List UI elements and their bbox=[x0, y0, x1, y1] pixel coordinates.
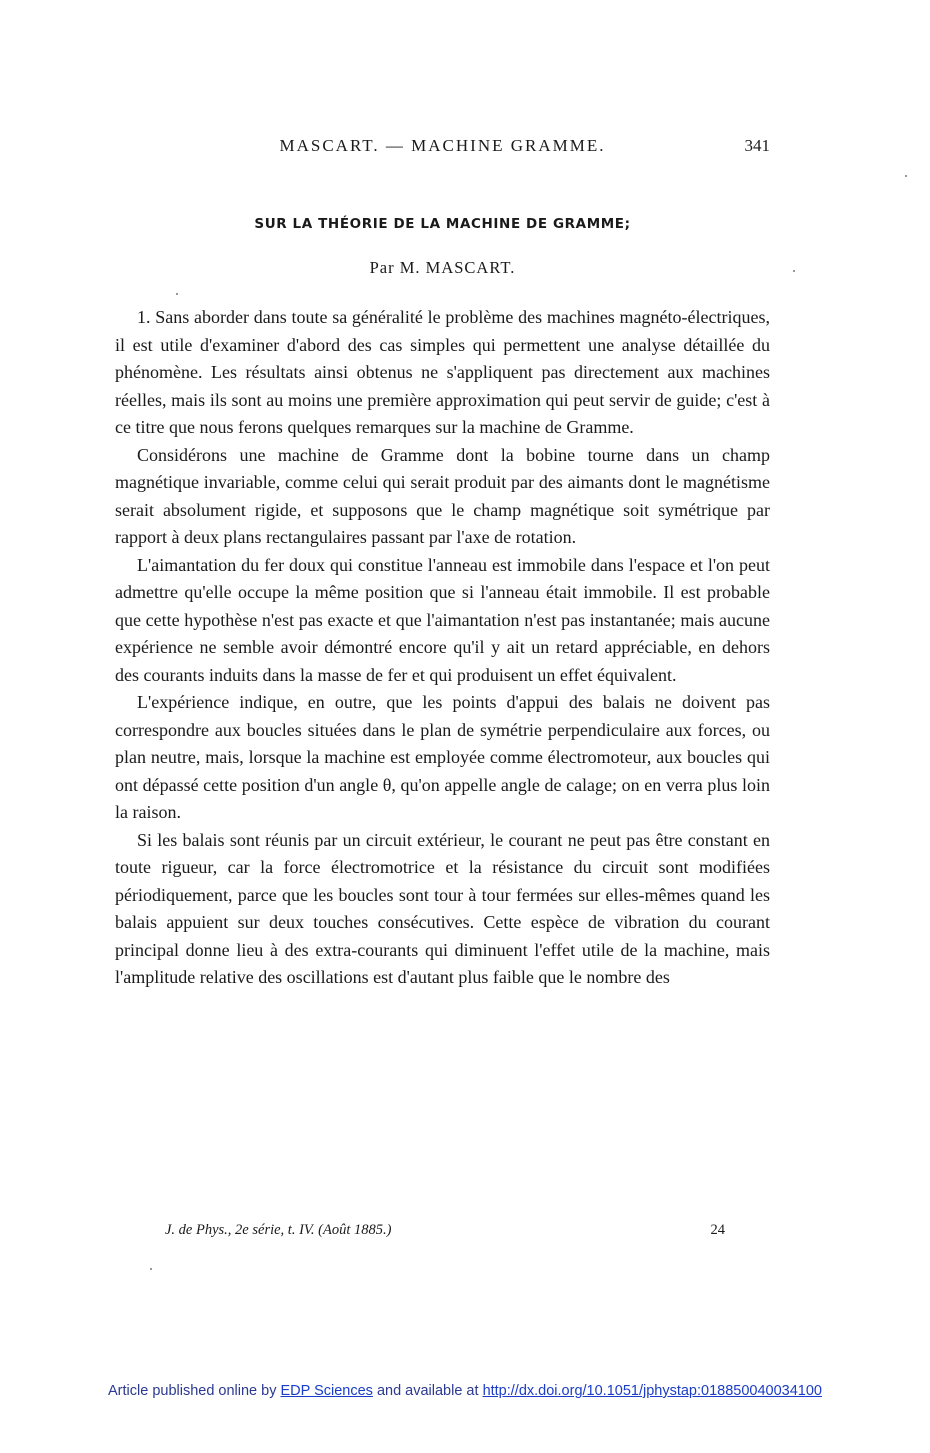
notice-middle: and available at bbox=[372, 1383, 483, 1399]
running-head bbox=[115, 136, 770, 160]
paragraph: Si les balais sont réunis par un circuit extérieur, le courant ne peut pas être constant en toute rigueur, car la force électromotrice et la résistance du circuit sont modifiées périodiquement, parce que les boucles sont tour à tour fermées sur elles-mêmes quand les balais appuient sur deux touches consécutives. Cette espèce de vibration du courant principal donne lieu à des extra-courants qui diminuent l'effet utile de la machine, mais l'amplitude relative des oscillations est d'autant plus faible que le nombre des bbox=[115, 829, 770, 987]
paragraph: Considérons une machine de Gramme dont la bobine tourne dans un champ magnétique invariable, comme celui qui serait produit par des aimants dont le magnétisme serait absolument rigide, et supposons que le champ magnétique soit symétrique par rapport à deux plans rectangulaires passant par l'axe de rotation. bbox=[115, 444, 770, 547]
running-title: MASCART. — MACHINE GRAMME. bbox=[279, 136, 606, 155]
signature-mark: 24 bbox=[710, 1222, 725, 1238]
article-title: SUR LA THÉORIE DE LA MACHINE DE GRAMME; bbox=[254, 216, 631, 232]
page-number: 341 bbox=[744, 136, 770, 155]
paragraph: L'expérience indique, en outre, que les points d'appui des balais ne doivent pas correspondre aux boucles situées dans le plan de symétrie perpendiculaire aux forces, ou plan neutre, mais, lorsque la machine est employée comme électromoteur, aux boucles qui ont dépassé cette position d'un angle θ, qu'on appelle angle de calage; on en verra plus loin la raison. bbox=[115, 692, 770, 822]
publisher-notice bbox=[0, 1383, 930, 1399]
article-body bbox=[115, 304, 770, 992]
page-footer bbox=[165, 1222, 725, 1242]
doi-link[interactable]: http://dx.doi.org/10.1051/jphystap:018850040034100 bbox=[482, 1383, 822, 1399]
journal-reference: J. de Phys., 2e série, t. IV. (Août 1885.) bbox=[165, 1222, 392, 1238]
notice-prefix: Article published online by bbox=[108, 1383, 281, 1399]
scan-speck bbox=[176, 293, 178, 295]
scan-speck bbox=[905, 175, 907, 177]
byline: Par M. MASCART. bbox=[369, 258, 516, 277]
publisher-link[interactable]: EDP Sciences bbox=[280, 1383, 373, 1399]
paragraph: 1. Sans aborder dans toute sa généralité le problème des machines magnéto-électriques, il est utile d'examiner d'abord des cas simples qui permettent une analyse détaillée du phénomène. Les résultats ainsi obtenus ne s'appliquent pas directement aux machines réelles, mais ils sont au moins une première approximation qui peut servir de guide; c'est à ce titre que nous ferons quelques remarques sur la machine de Gramme. bbox=[115, 307, 770, 437]
scan-speck bbox=[793, 270, 795, 272]
paragraph: L'aimantation du fer doux qui constitue l'anneau est immobile dans l'espace et l'on peut admettre qu'elle occupe la même position que si l'anneau était immobile. Il est probable que cette hypothèse n'est pas exacte et que l'aimantation n'est pas instantanée; mais aucune expérience ne semble avoir démontré encore qu'il y ait un retard appréciable, en dehors des courants induits dans la masse de fer et qui produisent un effet équivalent. bbox=[115, 554, 770, 685]
scan-speck bbox=[150, 1268, 152, 1270]
